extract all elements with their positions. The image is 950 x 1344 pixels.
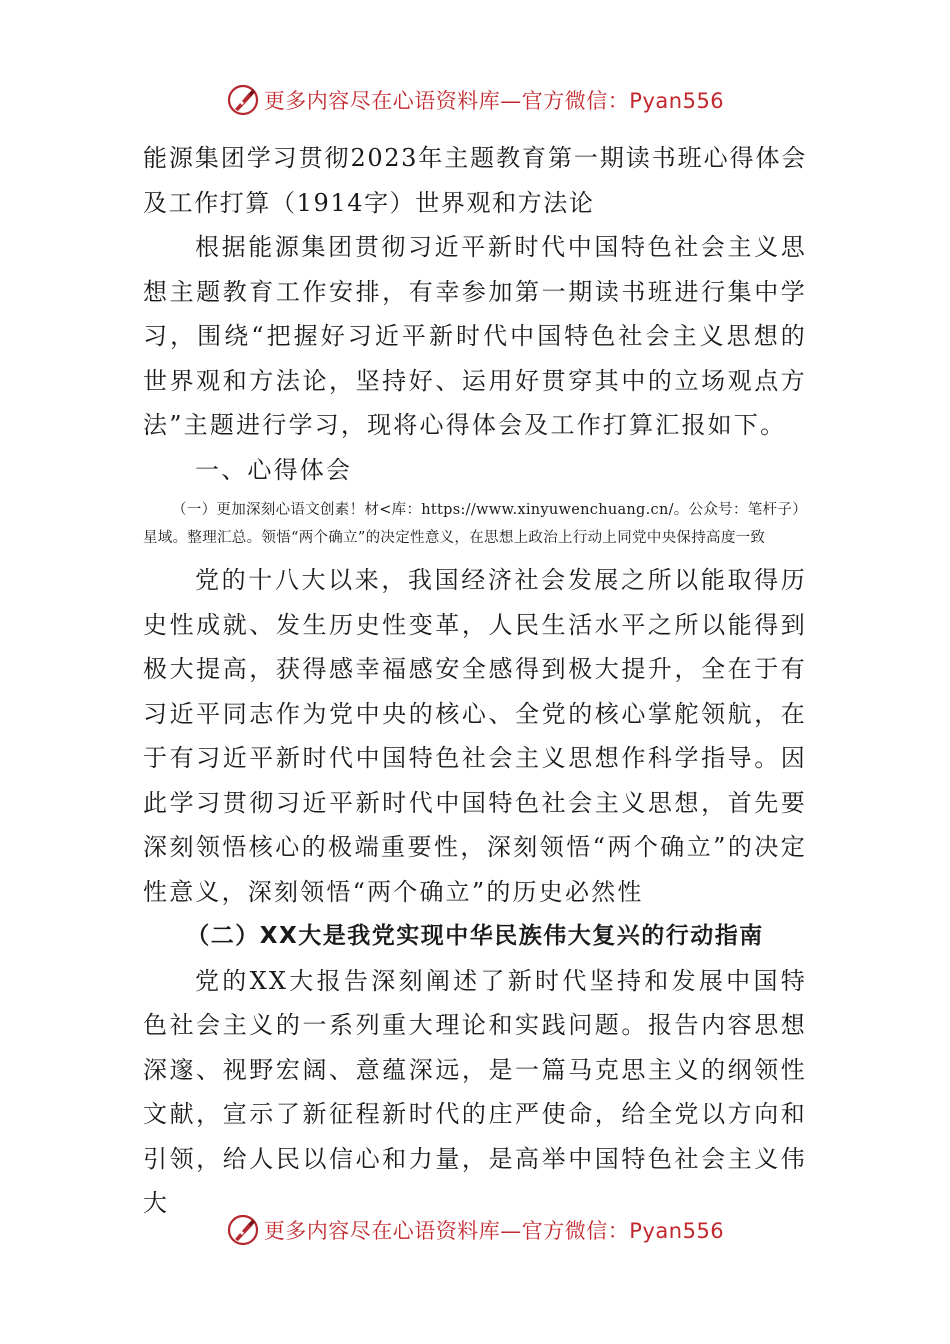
header-banner xyxy=(0,80,950,120)
section-heading: 一、心得体会 xyxy=(195,455,353,484)
subheading-two: （二）XX大是我党实现中华民族伟大复兴的行动指南 xyxy=(186,923,764,949)
document-body xyxy=(143,136,807,1226)
pen-nib-logo-icon xyxy=(226,1213,260,1247)
subheading-one: （一）更加深刻心语文创素！材<库：https://www.xinyuwenchuang.cn/。公众号：笔杆子）星域。整理汇总。领悟“两个确立”的决定性意义，在思想上政治上行动上同党中央保持高度一致 xyxy=(143,502,807,546)
footer-banner xyxy=(0,1210,950,1250)
footer-banner-text: 更多内容尽在心语资料库—官方微信：Pyan556 xyxy=(263,1219,725,1243)
body-paragraph: 党的十八大以来，我国经济社会发展之所以能取得历史性成就、发生历史性变革，人民生活水平之所以能得到极大提高，获得感幸福感安全感得到极大提升，全在于有习近平同志作为党中央的核心、全党的核心掌舵领航，在于有习近平新时代中国特色社会主义思想作科学指导。因此学习贯彻习近平新时代中国特色社会主义思想，首先要深刻领悟核心的极端重要性，深刻领悟“两个确立”的决定性意义，深刻领悟“两个确立”的历史必然性 xyxy=(143,566,807,906)
intro-paragraph: 根据能源集团贯彻习近平新时代中国特色社会主义思想主题教育工作安排，有幸参加第一期读书班进行集中学习，围绕“把握好习近平新时代中国特色社会主义思想的世界观和方法论，坚持好、运用好贯穿其中的立场观点方法”主题进行学习，现将心得体会及工作打算汇报如下。 xyxy=(143,233,807,439)
pen-nib-logo-icon xyxy=(226,83,260,117)
header-banner-text: 更多内容尽在心语资料库—官方微信：Pyan556 xyxy=(263,89,725,113)
body-paragraph: 党的XX大报告深刻阐述了新时代坚持和发展中国特色社会主义的一系列重大理论和实践问题。报告内容思想深邃、视野宏阔、意蕴深远，是一篇马克思主义的纲领性文献，宣示了新征程新时代的庄严使命，给全党以方向和引领，给人民以信心和力量，是高举中国特色社会主义伟大 xyxy=(143,966,807,1217)
document-title: 能源集团学习贯彻2023年主题教育第一期读书班心得体会及工作打算（1914字）世界观和方法论 xyxy=(143,144,807,217)
